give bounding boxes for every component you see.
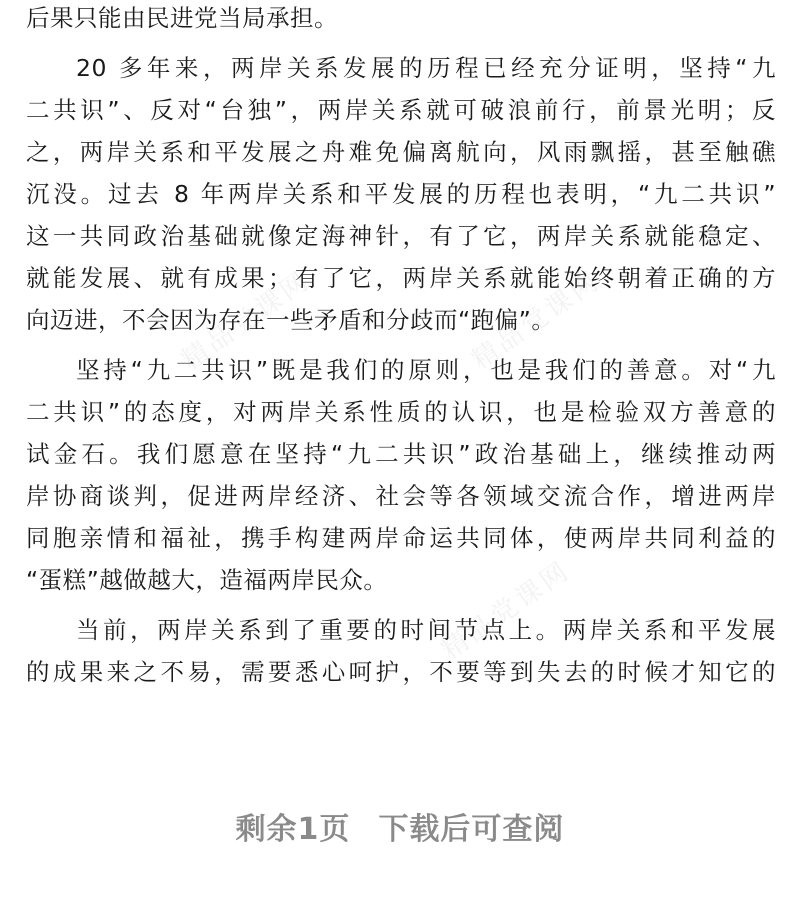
text-line: 沉没。过去 8 年两岸关系和平发展的历程也表明，“九二共识”: [26, 180, 776, 208]
text-line: 后果只能由民进党当局承担。: [26, 4, 338, 32]
text-line: 这一共同政治基础就像定海神针，有了它，两岸关系就能稳定、: [26, 222, 776, 250]
text-line: “蛋糕”越做越大，造福两岸民众。: [26, 566, 388, 594]
text-line: 的成果来之不易，需要悉心呵护，不要等到失去的时候才知它的: [26, 658, 776, 686]
watermark-3: 精品党课网: [436, 555, 577, 666]
download-prompt[interactable]: [0, 804, 800, 848]
text-line: 同胞亲情和福祉，携手构建两岸命运共同体，使两岸共同利益的: [26, 524, 776, 552]
watermark-1: 精品党课网: [176, 265, 317, 376]
text-line: 向迈进，不会因为存在一些矛盾和分歧而“跑偏”。: [26, 306, 556, 334]
document-body: [26, 0, 776, 693]
watermark-2: 精品党课网: [466, 265, 607, 376]
remaining-pages-label[interactable]: 剩余1页: [235, 812, 351, 847]
paragraph-start-line: 当前，两岸关系到了重要的时间节点上。两岸关系和平发展: [76, 616, 776, 644]
text-line: 试金石。我们愿意在坚持“九二共识”政治基础上，继续推动两: [26, 440, 776, 468]
text-line: 二共识”的态度，对两岸关系性质的认识，也是检验双方善意的: [26, 398, 776, 426]
text-line: 之，两岸关系和平发展之舟难免偏离航向，风雨飘摇，甚至触礁: [26, 138, 776, 166]
text-line: 就能发展、就有成果；有了它，两岸关系就能始终朝着正确的方: [26, 264, 776, 292]
text-line: 二共识”、反对“台独”，两岸关系就可破浪前行，前景光明；反: [26, 96, 776, 124]
paragraph-start-line: 20 多年来，两岸关系发展的历程已经充分证明，坚持“九: [76, 54, 776, 82]
download-to-view-label[interactable]: 下载后可查阅: [378, 812, 565, 847]
paragraph-start-line: 坚持“九二共识”既是我们的原则，也是我们的善意。对“九: [76, 356, 776, 384]
text-line: 岸协商谈判，促进两岸经济、社会等各领域交流合作，增进两岸: [26, 482, 776, 510]
